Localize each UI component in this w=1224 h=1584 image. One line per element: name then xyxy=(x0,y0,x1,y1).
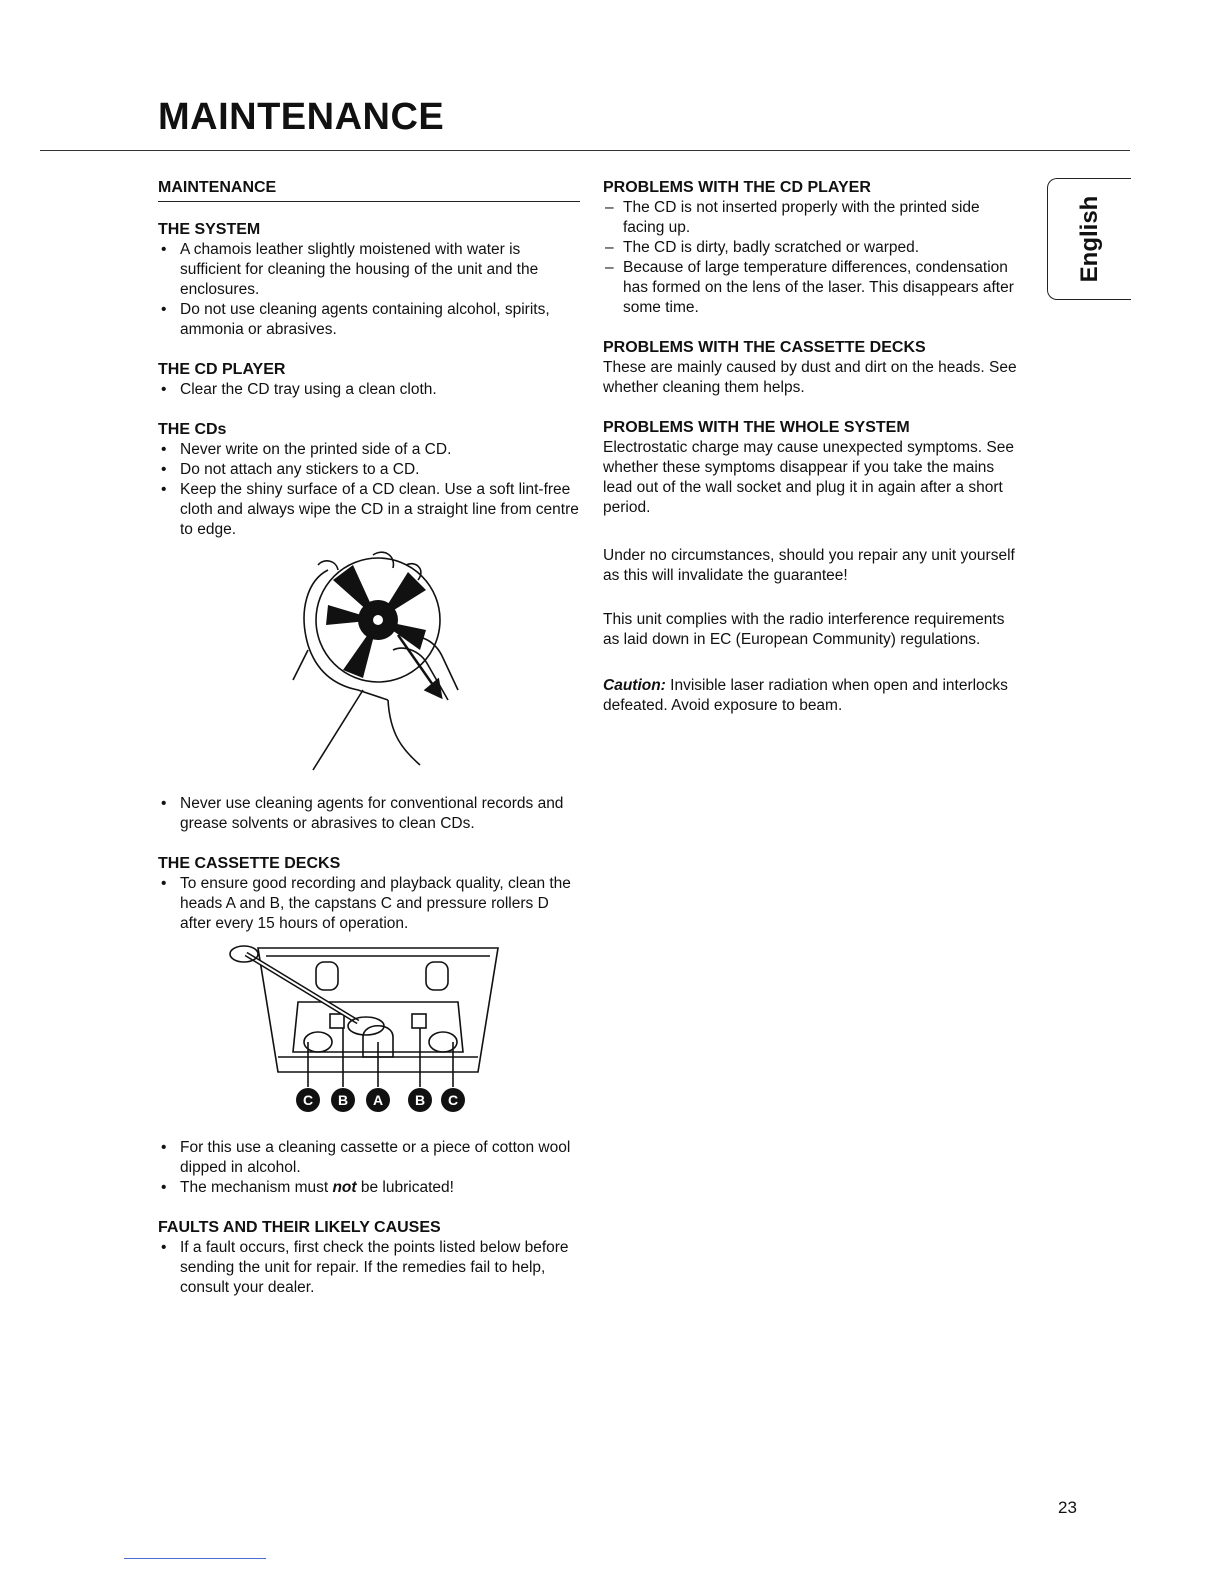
deck-label-b-right: B xyxy=(414,1092,426,1108)
compliance-note: This unit complies with the radio interference requirements as laid down in EC (European Community) regulations. xyxy=(603,611,1005,648)
list-item: • To ensure good recording and playback quality, clean the heads A and B, the capstans C and pressure rollers D after every 15 hours of operation. xyxy=(158,874,580,934)
heading-the-cd-player: THE CD PLAYER xyxy=(158,361,286,378)
cassette-problems-block xyxy=(603,338,1025,398)
right-column xyxy=(603,178,1025,736)
cd-problems-block xyxy=(603,178,1025,318)
repair-note: Under no circumstances, should you repair any unit yourself as this will invalidate the guarantee! xyxy=(603,547,1015,584)
heading-the-cassette-decks: THE CASSETTE DECKS xyxy=(158,855,341,872)
caution-text: Invisible laser radiation when open and interlocks defeated. Avoid exposure to beam. xyxy=(603,677,1008,714)
title-divider xyxy=(40,150,1130,151)
list-item: • For this use a cleaning cassette or a piece of cotton wool dipped in alcohol. xyxy=(158,1138,580,1178)
list-item: • Never use cleaning agents for conventional records and grease solvents or abrasives to clean CDs. xyxy=(158,794,580,834)
heading-the-system: THE SYSTEM xyxy=(158,221,261,238)
cd-player-block xyxy=(158,360,580,400)
hand-wiping-cd-illustration xyxy=(158,550,580,780)
cassette-decks-block xyxy=(158,854,580,1198)
cassette-problems-text: These are mainly caused by dust and dirt on the heads. See whether cleaning them helps. xyxy=(603,359,1017,396)
list-item xyxy=(158,1178,580,1198)
list-item: • If a fault occurs, first check the points listed below before sending the unit for repair. If the remedies fail to help, consult your dealer. xyxy=(158,1238,580,1298)
heading-problems-whole-system: PROBLEMS WITH THE WHOLE SYSTEM xyxy=(603,419,910,436)
page-number: 23 xyxy=(1058,1498,1077,1517)
deck-label-b-left: B xyxy=(337,1092,349,1108)
deck-label-c-right: C xyxy=(447,1092,459,1108)
list-item: • Clear the CD tray using a clean cloth. xyxy=(158,380,580,400)
cd-wipe-icon xyxy=(158,550,580,780)
list-item: • Do not use cleaning agents containing alcohol, spirits, ammonia or abrasives. xyxy=(158,300,580,340)
language-tab-label: English xyxy=(1075,195,1103,283)
list-item: – The CD is dirty, badly scratched or warped. xyxy=(603,238,1025,258)
deck-label-a: A xyxy=(372,1092,384,1108)
heading-faults: FAULTS AND THEIR LIKELY CAUSES xyxy=(158,1219,441,1236)
cds-block xyxy=(158,420,580,834)
list-item: • A chamois leather slightly moistened with water is sufficient for cleaning the housing of the unit and the enclosures. xyxy=(158,240,580,300)
footer-rule xyxy=(124,1558,266,1559)
system-problems-block xyxy=(603,418,1025,518)
list-item: • Keep the shiny surface of a CD clean. Use a soft lint-free cloth and always wipe the CD in a straight line from centre to edge. xyxy=(158,480,580,540)
caution-label: Caution: xyxy=(603,677,666,694)
list-item: • Never write on the printed side of a CD. xyxy=(158,440,580,460)
heading-problems-cd-player: PROBLEMS WITH THE CD PLAYER xyxy=(603,179,871,196)
cassette-deck-cleaning-illustration xyxy=(158,942,580,1122)
lubricate-text-post: be lubricated! xyxy=(356,1179,454,1196)
caution-block xyxy=(603,676,1025,716)
left-column xyxy=(158,178,580,1298)
repair-note-block xyxy=(603,546,1025,586)
page-title: MAINTENANCE xyxy=(158,96,445,138)
deck-label-c-left: C xyxy=(302,1092,314,1108)
list-item: – The CD is not inserted properly with the printed side facing up. xyxy=(603,198,1025,238)
system-block xyxy=(158,220,580,340)
faults-block xyxy=(158,1218,580,1298)
section-heading-maintenance: MAINTENANCE xyxy=(158,178,580,202)
compliance-note-block xyxy=(603,610,1025,650)
heading-problems-cassette-decks: PROBLEMS WITH THE CASSETTE DECKS xyxy=(603,339,926,356)
list-item: – Because of large temperature differences, condensation has formed on the lens of the laser. This disappears after some time. xyxy=(603,258,1025,318)
lubricate-text-pre: The mechanism must xyxy=(180,1179,333,1196)
language-tab xyxy=(1047,178,1131,300)
system-problems-text: Electrostatic charge may cause unexpected symptoms. See whether these symptoms disappear if you take the mains lead out of the wall socket and plug it in again after a short period. xyxy=(603,439,1014,516)
lubricate-emphasis: not xyxy=(332,1179,357,1196)
list-item: • Do not attach any stickers to a CD. xyxy=(158,460,580,480)
heading-the-cds: THE CDs xyxy=(158,421,227,438)
cassette-deck-icon xyxy=(158,942,580,1122)
caution-note xyxy=(603,676,1025,716)
